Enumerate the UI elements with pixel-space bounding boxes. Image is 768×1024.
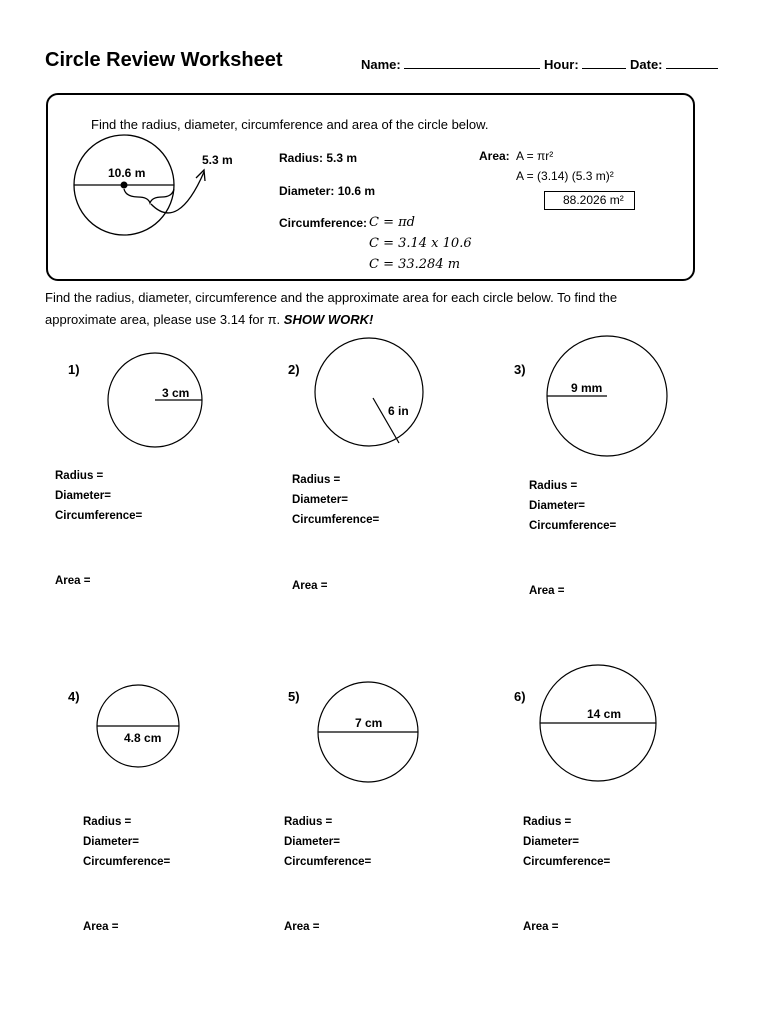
circumference-step-2: C = 3.14 x 10.6 [369, 236, 472, 251]
problem-3-number: 3) [514, 362, 526, 377]
circumference-label: Circumference= [292, 514, 380, 526]
area-step-2: A = (3.14) (5.3 m)² [516, 169, 614, 183]
diameter-label: Diameter= [523, 836, 579, 848]
example-instruction: Find the radius, diameter, circumference and area of the circle below. [91, 117, 489, 132]
problem-3-area-label: Area = [529, 585, 565, 597]
problem-2-circle [315, 338, 423, 446]
worksheet-title: Circle Review Worksheet [45, 49, 283, 71]
diameter-label: Diameter= [83, 836, 139, 848]
circumference-label: Circumference= [55, 510, 143, 522]
radius-label: Radius = [529, 480, 578, 492]
circumference-label: Circumference= [523, 856, 611, 868]
problem-5-number: 5) [288, 689, 300, 704]
problem-2-measure: 6 in [388, 404, 409, 418]
name-label: Name: [361, 57, 401, 72]
radius-label: Radius = [284, 816, 333, 828]
radius-label: Radius = [55, 470, 104, 482]
radius-label: Radius = [523, 816, 572, 828]
example-radius-label: 5.3 m [202, 153, 233, 167]
problem-2-answers [292, 470, 379, 530]
problem-6-answers [523, 812, 610, 872]
area-formula: A = πr² [516, 149, 554, 163]
problem-1-area-label: Area = [55, 575, 91, 587]
problem-6-number: 6) [514, 689, 526, 704]
show-work-note: SHOW WORK! [283, 312, 374, 327]
problem-2-number: 2) [288, 362, 300, 377]
problem-6-measure: 14 cm [587, 707, 622, 721]
problem-4-number: 4) [68, 689, 80, 704]
circumference-step-1: C = πd [369, 215, 415, 230]
circumference-step-3: C = 33.284 m [369, 257, 461, 272]
circumference-label: Circumference= [83, 856, 171, 868]
radius-label: Radius = [83, 816, 132, 828]
example-area-label: Area: [479, 149, 510, 163]
circumference-label: Circumference= [529, 520, 617, 532]
problem-4-answers [83, 812, 170, 872]
example-diameter-label: 10.6 m [108, 166, 146, 180]
example-diameter-line: Diameter: 10.6 m [279, 184, 376, 198]
problem-5-measure: 7 cm [355, 716, 383, 730]
problem-1-answers [55, 466, 142, 526]
date-label: Date: [630, 57, 663, 72]
problem-1-number: 1) [68, 362, 80, 377]
circumference-label: Circumference= [284, 856, 372, 868]
problem-5-answers [284, 812, 371, 872]
instructions-line-1: Find the radius, diameter, circumference and the approximate area for each circle below. To find the [45, 290, 618, 305]
problem-4-measure: 4.8 cm [124, 731, 162, 745]
problem-3-measure: 9 mm [571, 381, 603, 395]
problem-3-answers [529, 476, 616, 536]
problem-4-area-label: Area = [83, 921, 119, 933]
diameter-label: Diameter= [284, 836, 340, 848]
diameter-label: Diameter= [55, 490, 111, 502]
problem-6-area-label: Area = [523, 921, 559, 933]
instructions-text: approximate area, please use 3.14 for π. [45, 312, 281, 327]
problem-5-area-label: Area = [284, 921, 320, 933]
radius-label: Radius = [292, 474, 341, 486]
area-result-box: 88.2026 m² [544, 191, 635, 210]
diameter-label: Diameter= [529, 500, 585, 512]
problem-2-area-label: Area = [292, 580, 328, 592]
problem-1-measure: 3 cm [162, 386, 190, 400]
diameter-label: Diameter= [292, 494, 348, 506]
example-radius-line: Radius: 5.3 m [279, 151, 358, 165]
example-circumference-label: Circumference: [279, 216, 368, 230]
hour-label: Hour: [544, 57, 579, 72]
